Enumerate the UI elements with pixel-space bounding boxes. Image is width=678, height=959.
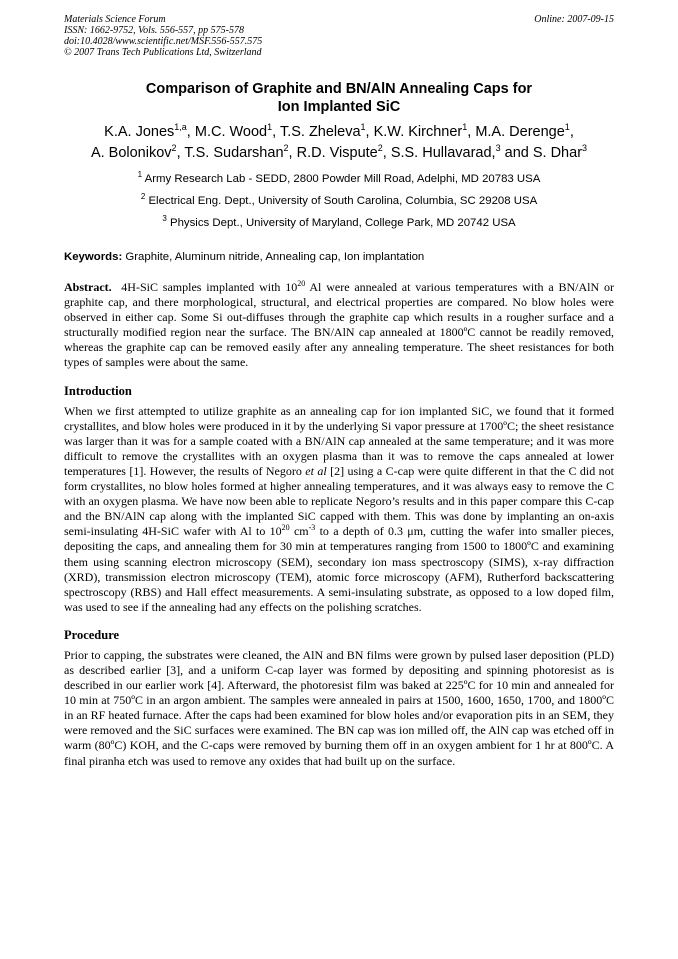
affiliation-number: 1 xyxy=(137,170,143,180)
author: T.S. Zheleva$^1$ xyxy=(279,122,366,140)
keywords-text: Graphite, Aluminum nitride, Annealing cap, Ion implantation xyxy=(125,251,425,263)
issn-line: ISSN: 1662-9752, Vols. 556-557, pp 575-578 xyxy=(64,25,244,36)
introduction-heading: Introduction xyxy=(64,383,132,398)
affiliation-number: 3 xyxy=(162,214,167,224)
author-list xyxy=(64,122,614,164)
author: T.S. Sudarshan$^2$ xyxy=(184,143,289,161)
paper-title xyxy=(64,80,614,116)
author: R.D. Vispute$^2$ xyxy=(296,143,383,161)
journal-header xyxy=(64,14,614,58)
doi-line[interactable]: doi:10.4028/www.scientific.net/MSF.556-557.575 xyxy=(64,36,263,47)
author: S. Dhar$^3$ xyxy=(532,143,588,161)
author: K.W. Kirchner$^1$ xyxy=(373,122,468,140)
introduction-paragraph: When we first attempted to utilize graphite as an annealing cap for ion implanted SiC, we found that it formed crystallites, and blow holes were produced in it by the underlying Si vapor pressure at 1700ºC; the sheet resistance was larger than it was for a sample coated with a BN/AlN cap annealed at the same temperature; and it was more difficult to remove the crystallites with an oxygen plasma than it was to remove the caps annealed at lower temperatures [1]. However, the results of Negoro et al [2] using a C-cap were quite different in that the C did not form crystallites, no blow holes formed at higher annealing temperatures, and it was always easy to remove the C with an oxygen plasma. We have now been able to replicate Negoro’s results and in this paper compare this C-cap and the BN/AlN cap along with the implanted SiC capped with them. This was done by implanting an on-axis semi-insulating 4H-SiC wafer with Al to $10^{20}$ $cm^{-3}$ to a depth of 0.3 μm, cutting the wafer into smaller pieces, depositing the caps, and annealing them for 30 min at temperatures ranging from 1500 to 1800ºC and examining them using scanning electron microscopy (SEM), secondary ion mass spectroscopy (SIMS), x-ray diffraction (XRD), transmission electron microscopy (TEM), atomic force microscopy (AFM), Rutherford backscattering spectroscopy (RBS) and Hall effect measurements. A semi-insulating substrate, as opposed to a low doped film, was used to see if the annealing had any effects on the polishing scratches. xyxy=(64,403,615,614)
abstract-paragraph: Abstract. 4H-SiC samples implanted with $10^{20}$ Al were annealed at various temperatures with a BN/AlN or graphite cap, and there morphological, structural, and electrical properties are compared. No blow holes were observed in either cap. Some Si out-diffuses through the graphite cap which results in a rougher surface and a structurally modified region near the surface. The BN/AlN cap annealed at 1800ºC cannot be readily removed, whereas the graphite cap can be removed easily after any annealing temperature. The sheet resistances for both types of samples were about the same. xyxy=(64,279,614,370)
affiliation-text: Physics Dept., University of Maryland, College Park, MD 20742 USA xyxy=(169,217,516,229)
copyright-line: © 2007 Trans Tech Publications Ltd, Switzerland xyxy=(64,47,262,58)
affiliation xyxy=(64,216,614,230)
author-line-2: A. Bolonikov$^2$, T.S. Sudarshan$^2$, R.D. Vispute$^2$, S.S. Hullavarad,$^3$ and S. Dhar$^3$ xyxy=(90,143,588,161)
affiliation xyxy=(64,194,614,208)
abstract-label: Abstract. xyxy=(64,280,112,294)
author: A. Bolonikov$^2$ xyxy=(90,143,177,161)
keywords xyxy=(64,250,614,264)
procedure-paragraph: Prior to capping, the substrates were cleaned, the AlN and BN films were grown by pulsed laser deposition (PLD) as described earlier [3], and a uniform C-cap layer was formed by depositing and spinning photoresist as is described in our earlier work [4]. Afterward, the photoresist film was baked at 225ºC for 10 min and annealed for 10 min at 750ºC in an argon ambient. The samples were annealed in pairs at 1500, 1600, 1650, 1700, and 1800ºC in an RF heated furnace. After the caps had been examined for blow holes and/or evaporation pits in an SEM, they were removed and the SiC surfaces were examined. The BN cap was ion milled off, the AlN cap was etched off in warm (80ºC) KOH, and the C-caps were removed by burning them off in an oxygen ambient for 1 hr at 800ºC. A final piranha etch was used to remove any oxides that had built up on the surface. xyxy=(64,647,614,768)
title-line-1: Comparison of Graphite and BN/AlN Annealing Caps for xyxy=(145,81,533,97)
affiliation xyxy=(64,172,614,186)
author-line-1: K.A. Jones$^{1,a}$, M.C. Wood$^1$, T.S. Zheleva$^1$, K.W. Kirchner$^1$, M.A. Derenge$^1$, xyxy=(104,122,574,140)
author: K.A. Jones$^{1,a}$ xyxy=(104,122,187,140)
author: M.A. Derenge$^1$ xyxy=(475,122,570,140)
author: S.S. Hullavarad,$^3$ xyxy=(390,143,501,161)
title-line-2: Ion Implanted SiC xyxy=(277,99,401,115)
keywords-label: Keywords: xyxy=(64,251,123,263)
affiliation-text: Electrical Eng. Dept., University of South Carolina, Columbia, SC 29208 USA xyxy=(148,195,538,207)
affiliation-text: Army Research Lab - SEDD, 2800 Powder Mill Road, Adelphi, MD 20783 USA xyxy=(144,173,541,185)
affiliation-number: 2 xyxy=(140,192,146,202)
procedure-heading: Procedure xyxy=(64,627,120,642)
journal-name: Materials Science Forum xyxy=(64,14,166,25)
online-date: Online: 2007-09-15 xyxy=(534,14,614,25)
author: M.C. Wood$^1$ xyxy=(194,122,273,140)
